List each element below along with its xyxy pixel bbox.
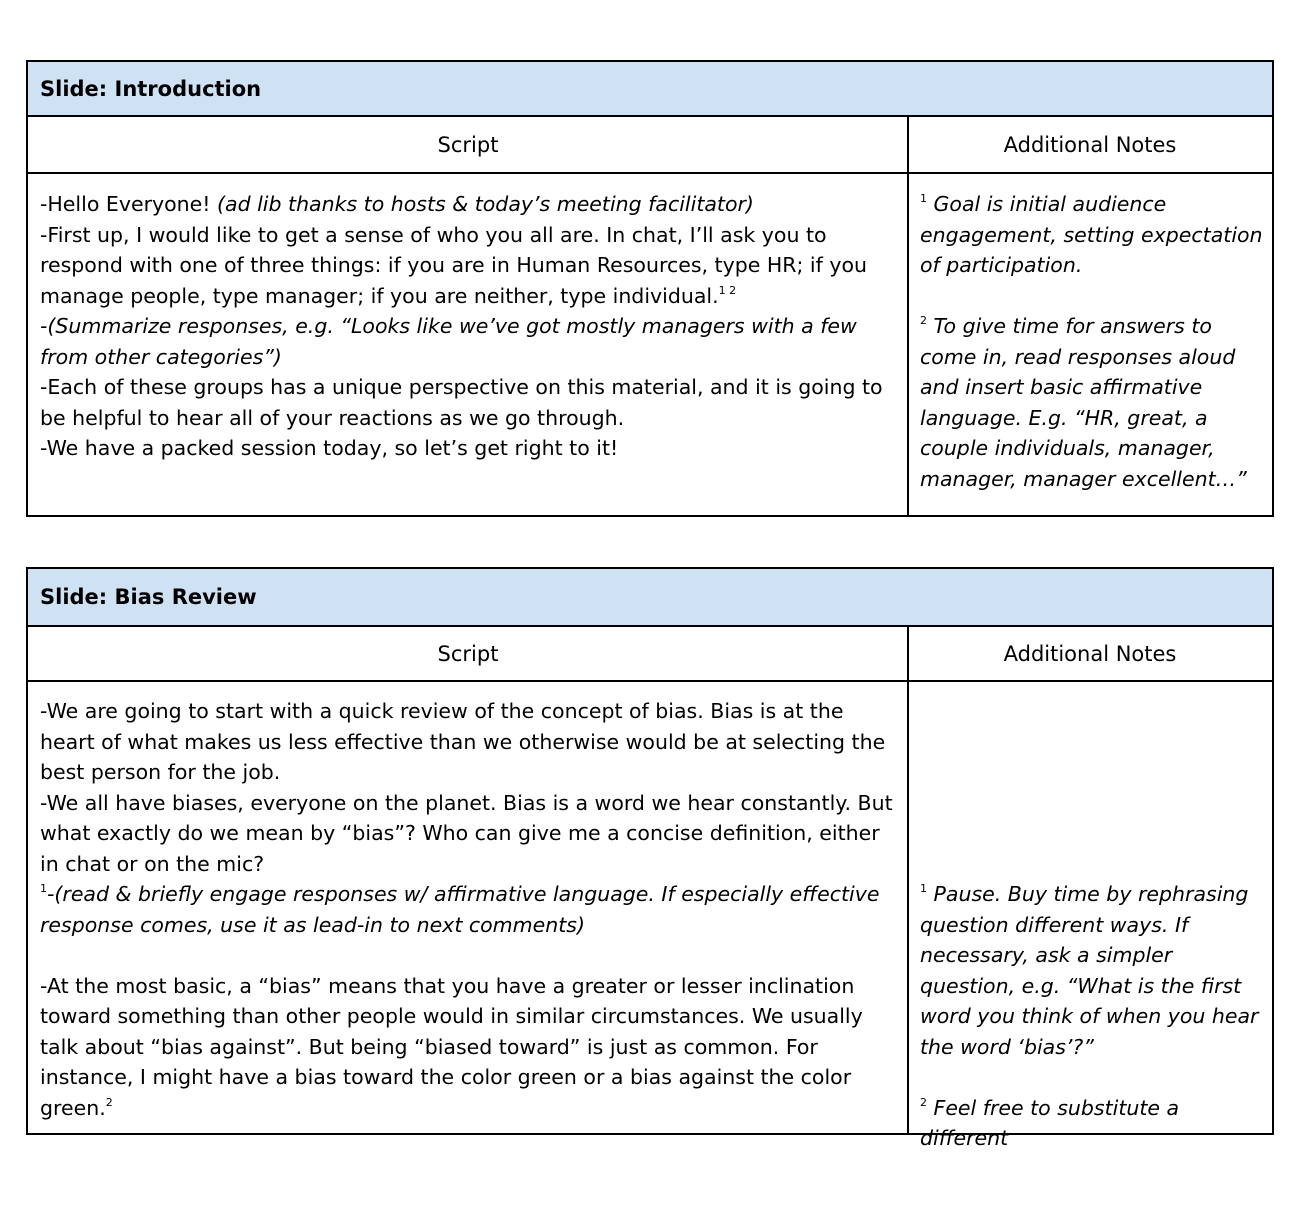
slide-title: Slide: Bias Review [28,569,1272,627]
note-text: Feel free to substitute a different [920,1095,1180,1150]
notes-cell [909,879,1272,1154]
script-paragraph [40,220,902,312]
script-column-header: Script [28,627,908,682]
script-paragraph [40,971,902,1124]
script-text: -At the most basic, a “bias” means that you have a greater or lesser inclination toward something than other people would in similar circumstances. We usually talk about “bias against”. But being “biased toward” is just as common. For instance, I might have a bias toward the color green or a bias against the color green. [40,973,863,1120]
footnote-marker: 1 2 [718,283,737,297]
script-cell [28,696,908,1123]
slide-table-bias-review [26,567,1274,1150]
script-paragraph: -Each of these groups has a unique perspective on this material, and it is going to be helpful to hear all of your reactions as we go through. [40,375,883,430]
script-paragraph: -We are going to start with a quick review of the concept of bias. Bias is at the heart of what makes us less effective than we otherwise would be at selecting the best person for the job. [40,699,886,784]
stage-direction-text: -(read & briefly engage responses w/ affirmative language. If especially effective response comes, use it as lead-in to next comments) [40,882,880,937]
stage-direction: (ad lib thanks to hosts & today’s meeting facilitator) [217,192,754,216]
script-cell [28,189,908,464]
note-item [920,311,1266,494]
footnote-marker: 2 [920,1095,927,1109]
note-text: To give time for answers to come in, read responses aloud and insert basic affirmative language. E.g. “HR, great, a couple individuals, manager, manager, manager excellent…” [920,314,1247,491]
note-text: Goal is initial audience engagement, setting expectation of participation. [920,192,1263,277]
footnote-marker: 1 [40,882,47,895]
note-item [920,189,1266,281]
slide-table-introduction [26,60,1274,517]
footnote-marker: 1 [920,882,927,895]
script-text: -Hello Everyone! [40,192,218,216]
notes-column-header: Additional Notes [908,627,1272,682]
notes-column-header: Additional Notes [908,117,1272,174]
note-item [920,879,1266,1062]
slide-title: Slide: Introduction [28,62,1272,117]
note-text: Pause. Buy time by rephrasing question different ways. If necessary, ask a simpler question, e.g. “What is the first word you think of when you hear the word ‘bias’?” [920,882,1259,1059]
stage-direction [40,879,902,940]
notes-cell [909,189,1272,494]
footnote-marker: 1 [920,192,927,205]
stage-direction: -(Summarize responses, e.g. “Looks like we’ve got mostly managers with a few from other categories”) [40,314,857,369]
note-item [920,1093,1266,1154]
script-paragraph: -We all have biases, everyone on the planet. Bias is a word we hear constantly. But what exactly do we mean by “bias”? Who can give me a concise definition, either in chat or on the mic? [40,790,893,876]
script-text: -First up, I would like to get a sense of who you all are. In chat, I’ll ask you to respond with one of three things: if you are in Human Resources, type HR; if you manage people, type manager; if you are neither, type individual. [40,222,868,308]
footnote-marker: 2 [920,314,927,327]
script-paragraph [40,189,902,220]
script-column-header: Script [28,117,908,174]
footnote-marker: 2 [105,1095,113,1109]
script-paragraph: -We have a packed session today, so let’s get right to it! [40,436,619,460]
